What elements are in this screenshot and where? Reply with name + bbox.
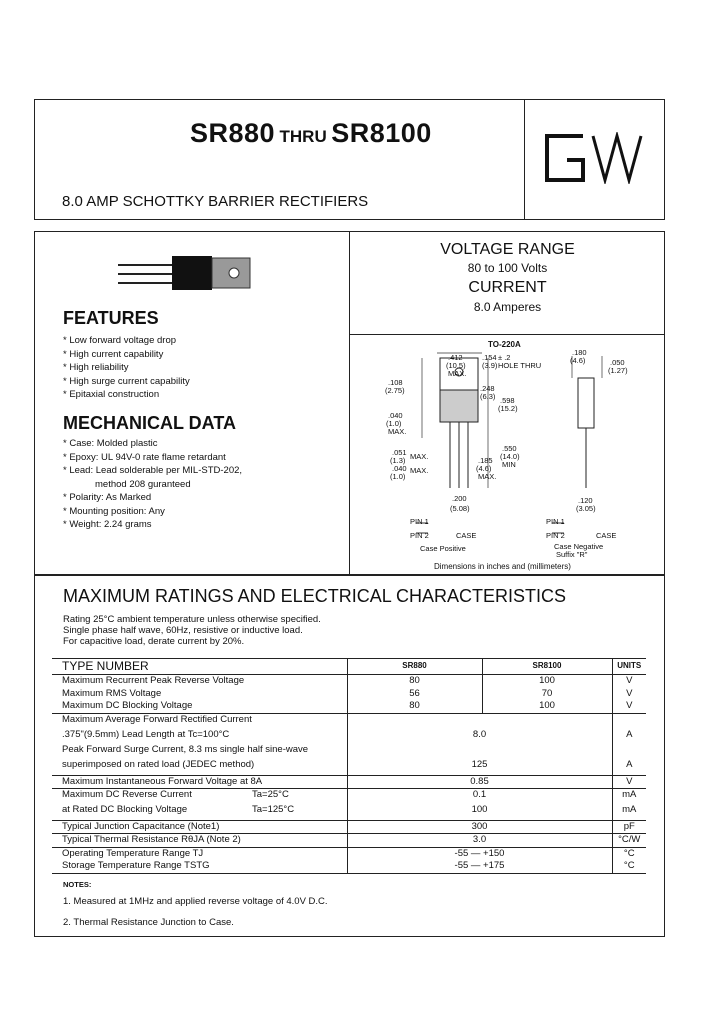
intro-line: For capacitive load, derate current by 20%. (63, 636, 245, 647)
param: Storage Temperature Range TSTG (52, 860, 347, 873)
dim-label: (3.05) (576, 504, 596, 513)
feature-item: * High surge current capability (63, 375, 190, 387)
col-type-number: TYPE NUMBER (52, 659, 347, 675)
dim-label: (10.5) (446, 361, 466, 370)
table-row (52, 675, 646, 688)
feature-item: * High current capability (63, 348, 164, 360)
table-row (52, 688, 646, 701)
unit (612, 713, 646, 726)
dim-label: .108 (388, 378, 403, 387)
value-sr8100: 100 (482, 675, 612, 688)
table-row (52, 860, 646, 873)
features-heading: FEATURES (63, 308, 159, 328)
dim-label: HOLE THRU (498, 361, 542, 370)
note-2: 2. Thermal Resistance Junction to Case. (63, 917, 234, 928)
dim-label: .550 (502, 444, 517, 453)
table-header-row (52, 659, 646, 675)
ratings-table (52, 658, 646, 874)
intro-line: Rating 25°C ambient temperature unless otherwise specified. (63, 614, 321, 625)
value-sr8100: 100 (482, 700, 612, 713)
pin1-right: PIN 1 (546, 517, 565, 526)
unit: °C (612, 860, 646, 873)
dim-label: MIN (502, 460, 516, 469)
param: Maximum Average Forward Rectified Current (52, 713, 347, 726)
param: superimposed on rated load (JEDEC method) (62, 759, 255, 771)
value: -55 — +150 (347, 847, 612, 860)
param: Peak Forward Surge Current, 8.3 ms single half sine-wave (62, 744, 309, 755)
case-right: CASE (596, 531, 617, 540)
value: -55 — +175 (347, 860, 612, 873)
dimensions-note: Dimensions in inches and (millimeters) (434, 562, 571, 571)
condition: Ta=25°C (252, 789, 347, 802)
table-row (52, 847, 646, 860)
value (347, 744, 612, 757)
unit: A (612, 757, 646, 776)
value: 8.0 (347, 726, 612, 744)
value: 100 (347, 802, 612, 821)
unit: V (612, 775, 646, 789)
mechanical-item: method 208 guranteed (95, 478, 191, 490)
subtitle: 8.0 AMP SCHOTTKY BARRIER RECTIFIERS (62, 193, 369, 210)
mechanical-item: * Epoxy: UL 94V-0 rate flame retardant (63, 451, 226, 463)
gw-logo-graphic (543, 132, 647, 184)
param: at Rated DC Blocking Voltage (62, 804, 188, 816)
table-row (52, 726, 646, 744)
dim-label: (2.75) (385, 386, 405, 395)
dim-label: .200 (452, 494, 467, 503)
mechanical-item: * Lead: Lead solderable per MIL-STD-202, (63, 465, 243, 476)
ratings-heading: MAXIMUM RATINGS AND ELECTRICAL CHARACTERISTICS (63, 586, 567, 606)
table-row (52, 789, 646, 802)
mechanical-item: * Case: Molded plastic (63, 438, 158, 449)
case-negative: Case Negative (554, 542, 604, 551)
table-row (52, 757, 646, 776)
dim-label: (14.0) (500, 452, 520, 461)
value-sr880: 80 (347, 700, 482, 713)
ratings-intro (63, 614, 321, 647)
intro-line: Single phase half wave, 60Hz, resistive or inductive load. (63, 625, 303, 636)
suffix-r: Suffix "R" (556, 550, 588, 559)
unit: °C/W (612, 834, 646, 848)
part-end: SR8100 (331, 118, 432, 148)
unit: mA (612, 789, 646, 802)
dim-label: .180 (572, 348, 587, 357)
param: Maximum Recurrent Peak Reverse Voltage (62, 675, 245, 686)
dim-label: (6.3) (480, 392, 496, 401)
table-row (52, 834, 646, 848)
value-sr880: 80 (347, 675, 482, 688)
value: 125 (347, 757, 612, 776)
param: Maximum RMS Voltage (62, 687, 162, 699)
mechanical-heading: MECHANICAL DATA (63, 413, 236, 433)
unit: V (612, 675, 646, 688)
dim-label: ± .2 (498, 353, 511, 362)
dim-label: (15.2) (498, 404, 518, 413)
dim-label: (1.3) (390, 456, 406, 465)
param: Operating Temperature Range TJ (52, 847, 347, 860)
package-label: TO-220A (488, 340, 521, 349)
value: 0.1 (347, 789, 612, 802)
param: Typical Thermal Resistance RθJA (Note 2) (52, 834, 347, 848)
package-drawing (352, 338, 662, 574)
notes-heading: NOTES: (63, 880, 92, 889)
col-sr8100: SR8100 (482, 659, 612, 675)
dim-label: .120 (578, 496, 593, 505)
features-list (63, 334, 343, 402)
value: 3.0 (347, 834, 612, 848)
gw-logo (543, 132, 647, 189)
condition: Ta=125°C (252, 804, 295, 816)
feature-item: * Low forward voltage drop (63, 335, 177, 346)
note-1: 1. Measured at 1MHz and applied reverse voltage of 4.0V D.C. (63, 896, 328, 907)
dim-label: .040 (388, 411, 403, 420)
current-title: CURRENT (468, 279, 547, 296)
part-start: SR880 (190, 118, 276, 148)
value-sr8100: 70 (482, 688, 612, 701)
unit: A (612, 726, 646, 744)
table-row (52, 744, 646, 757)
dim-label: (3.9) (482, 361, 498, 370)
dim-label: .598 (500, 396, 515, 405)
dim-label: MAX. (410, 452, 429, 461)
dim-label: .185 (478, 456, 493, 465)
pin2-left: PIN 2 (410, 531, 429, 540)
mechanical-list (63, 437, 343, 532)
mechanical-item: * Weight: 2.24 grams (63, 519, 152, 530)
dim-label: .412 (448, 353, 463, 362)
pin2-right: PIN 2 (546, 531, 565, 540)
unit: pF (612, 820, 646, 834)
voltage-range-value: 80 to 100 Volts (467, 261, 548, 275)
table-row (52, 775, 646, 789)
feature-item: * Epitaxial construction (63, 389, 160, 400)
unit: °C (612, 847, 646, 860)
dim-label: (4.6) (570, 356, 586, 365)
value: 300 (347, 820, 612, 834)
table-row (52, 802, 646, 821)
dim-label: (1.0) (390, 472, 406, 481)
dim-label: MAX. (448, 369, 467, 378)
col-sr880: SR880 (347, 659, 482, 675)
dim-label: .154 (482, 353, 497, 362)
param: Maximum DC Blocking Voltage (62, 700, 193, 711)
dim-label: .050 (610, 358, 625, 367)
mechanical-item: * Polarity: As Marked (63, 492, 152, 503)
part-title (190, 118, 432, 149)
unit: mA (612, 802, 646, 821)
thru-label: THRU (279, 127, 327, 146)
voltage-range-title: VOLTAGE RANGE (440, 241, 575, 258)
value-sr880: 56 (347, 688, 482, 701)
dim-label: .040 (392, 464, 407, 473)
dim-label: MAX. (388, 427, 407, 436)
unit: V (612, 688, 646, 701)
param: Typical Junction Capacitance (Note1) (52, 820, 347, 834)
unit: V (612, 700, 646, 713)
feature-item: * High reliability (63, 362, 129, 373)
current-value: 8.0 Amperes (473, 300, 542, 314)
pin1-left: PIN 1 (410, 517, 429, 526)
value: 0.85 (347, 775, 612, 789)
dim-label: MAX. (410, 466, 429, 475)
param: Maximum DC Reverse Current (52, 789, 252, 802)
param: Maximum Instantaneous Forward Voltage at 8A (52, 775, 347, 789)
param: .375"(9.5mm) Lead Length at Tc=100°C (62, 728, 230, 740)
dim-label: (1.0) (386, 419, 402, 428)
case-left: CASE (456, 531, 477, 540)
voltage-range-panel (350, 240, 665, 315)
table-row (52, 713, 646, 726)
unit (612, 744, 646, 757)
value (347, 713, 612, 726)
table-row (52, 820, 646, 834)
dim-label: (1.27) (608, 366, 628, 375)
dim-label: (4.6) (476, 464, 492, 473)
col-units: UNITS (612, 659, 646, 675)
table-row (52, 700, 646, 713)
voltage-divider (349, 334, 665, 335)
package-image (118, 250, 258, 305)
case-positive: Case Positive (420, 544, 466, 553)
dim-label: MAX. (478, 472, 497, 481)
dim-label: .248 (480, 384, 495, 393)
mechanical-item: * Mounting position: Any (63, 505, 165, 517)
dim-label: (5.08) (450, 504, 470, 513)
dim-label: .051 (392, 448, 407, 457)
